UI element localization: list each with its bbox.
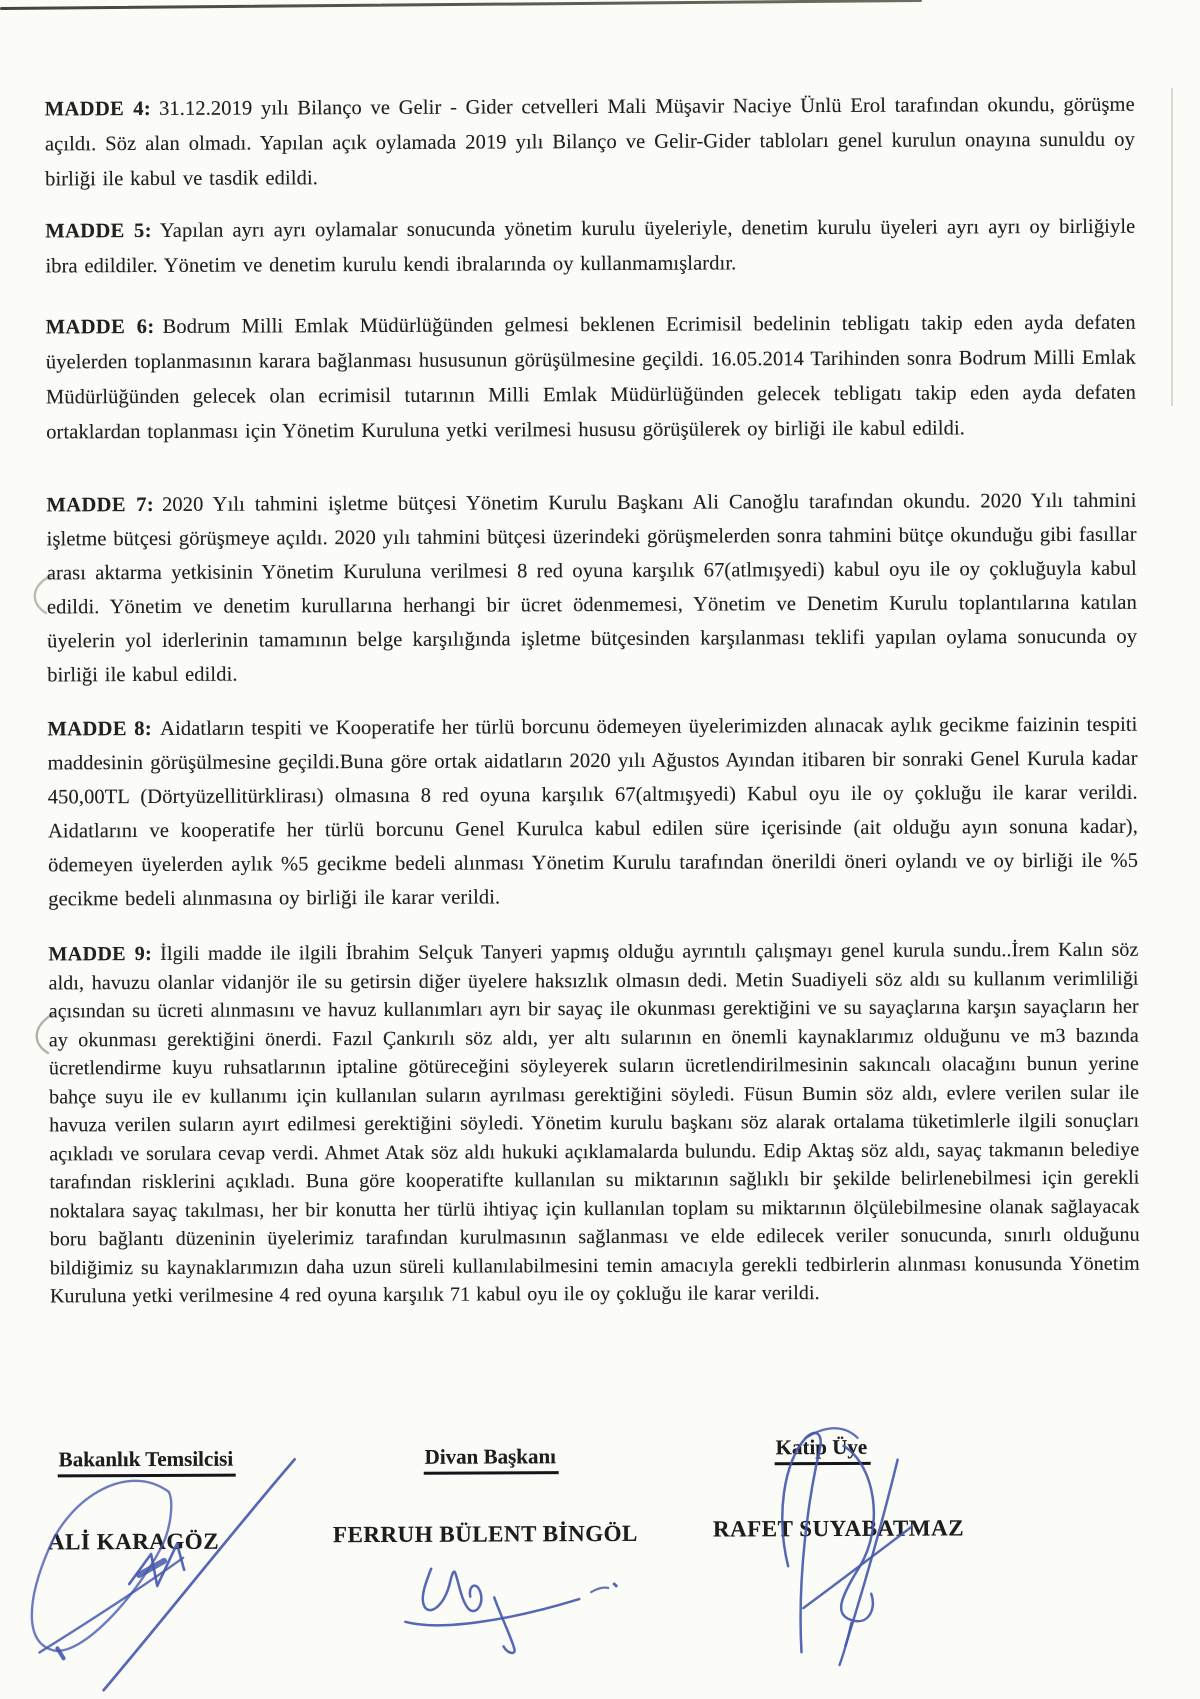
handwritten-signature-ali-karagoz-icon: [11, 1441, 312, 1698]
article-madde-8: [47, 708, 1138, 917]
article-madde-4: [45, 88, 1135, 198]
article-madde-6: [46, 306, 1137, 451]
article-madde-5: [45, 210, 1135, 285]
signature-name-ali-karagoz: ALİ KARAGÖZ: [47, 1528, 220, 1555]
article-madde-8-text: Aidatların tespiti ve Kooperatife her türlü borcunu ödemeyen üyelerimizden alınacak aylık gecikme faizinin tespiti maddesinin görüşülmesine geçildi.Buna göre ortak aidatların 2020 yılı Ağustos Ayından itibaren bir sonraki Genel Kurula kadar 450,00TL (Dörtyüzellitürklirası) olmasına 8 red oyuna karşılık 67(altmışyedi) Kabul oyu ile oy çokluğu ile karar verildi. Aidatlarını ve kooperatife her türlü borcunu Genel Kurulca kabul edilen süre içerisinde (ait olduğu ayın sonuna kadar), ödemeyen üyelerden aylık %5 gecikme bedeli alınması Yönetim Kurulu tarafından önerildi öneri oylandı ve oy birliği ile %5 gecikme bedeli alınmasına oy birliği ile karar verildi.: [47, 713, 1139, 911]
article-madde-7-label: MADDE 7:: [46, 493, 155, 517]
signature-title-divan-baskani: Divan Başkanı: [424, 1444, 559, 1475]
signature-title-bakanlik-temsilcisi: Bakanlık Temsilcisi: [58, 1447, 237, 1478]
article-madde-6-text: Bodrum Milli Emlak Müdürlüğünden gelmesi beklenen Ecrimisil bedelinin tebligatı takip eden ayda defaten üyelerden toplanmasının karara bağlanması hususunun görüşülmesine geçildi. 16.05.2014 Tarihinden sonra Bodrum Milli Emlak Müdürlüğünden gelecek olan ecrimisil tutarının Milli Emlak Müdürlüğünden gelecek tebligatı takip eden ayda defaten ortaklardan toplanması için Yönetim Kuruluna yetki verilmesi hususu görüşülerek oy birliği ile kabul edildi.: [45, 311, 1137, 444]
article-madde-7: [46, 484, 1137, 693]
article-madde-9-text: İlgili madde ile ilgili İbrahim Selçuk Tanyeri yapmış olduğu ayrıntılı çalışmayı genel kurula sundu..İrem Kalın söz aldı, havuzu olanlar vidanjör ile su getirsin diğer üyelere haksızlık olmasın dedi. Metin Suadiyeli söz aldı su kullanım verimliliği açısından su ücreti alınmasını ve havuz kullanımları ayrı bir sayaç ile okunması gerektiğini ve su sayaçlarına karşın sayaçların her ay okunması gerektiğini önerdi. Fazıl Çankırılı söz aldı, yer altı sularının en önemli kaynaklarımız olduğunu ve m3 bazında ücretlendirme kuyu ruhsatlarının iptaline götüreceğini söyleyerek suların ücretlendirilmesinin sakıncalı olacağını bunun yerine bahçe suyu ile ev kullanımı için kullanılan suların ayrılması gerektiğini söyledi. Füsun Bumin söz aldı, evlere verilen sular ile havuza verilen suların ayırt edilmesi gerektiğini söyledi. Yönetim kurulu başkanı söz alarak ortalama tüketimlerle ilgili sonuçları açıkladı ve sorulara cevap verdi. Ahmet Atak söz aldı hukuki açıklamalarda bulundu. Edip Aktaş söz aldı, sayaç takmanın belediye tarafından risklerini açıkladı. Buna göre kooperatifte kullanılan su miktarının sağlıklı bir şekilde belirlenebilmesi için gerekli noktalara sayaç takılması, her bir konutta her türlü ihtiyaç için kullanılan toplam su miktarının ölçülebilmesine olanak sağlayacak boru bağlantı düzeninin üyelerimiz tarafından kurulmasının sağlanması ve elde edilecek veriler sonucunda, sınırlı olduğunu bildiğimiz su kaynaklarımızın daha uzun süreli kullanılabilmesini temin amacıyla gerekli tedbirlerin alınması konusunda Yönetim Kuruluna yetki verilmesine 4 red oyuna karşılık 71 kabul oyu ile oy çokluğu ile karar verildi.: [48, 938, 1140, 1308]
article-madde-6-label: MADDE 6:: [45, 315, 155, 339]
article-madde-7-text: 2020 Yılı tahmini işletme bütçesi Yönetim Kurulu Başkanı Ali Canoğlu tarafından okundu. 2020 Yılı tahmini işletme bütçesi görüşmeye açıldı. 2020 yılı tahmini bütçesi üzerindeki görüşmelerden sonra tahmini bütçe okunduğu gibi fasıllar arası aktarma yetkisinin Yönetim Kuruluna verilmesi 8 red oyuna karşılık 67(atlmışyedi) kabul oyu ile oy çokluğuyla kabul edildi. Yönetim ve denetim kurullarına herhangi bir ücret ödenmemesi, Yönetim ve Denetim Kurulu toplantılarına katılan üyelerin yol iderlerinin tamamının belge karşılığında işletme bütçesinden karşılanması teklifi yapılan oylama sonucunda oy birliği ile kabul edildi.: [46, 489, 1138, 687]
article-madde-5-text: Yapılan ayrı ayrı oylamalar sonucunda yönetim kurulu üyeleriyle, denetim kurulu üyeleri ayrı ayrı oy birliğiyle ibra edildiler. Yönetim ve denetim kurulu kendi ibralarında oy kullanmamışlardır.: [45, 215, 1136, 278]
handwritten-signature-ferruh-bulent-bingol-icon: [393, 1555, 634, 1696]
handwritten-signature-rafet-suyabatmaz-icon: [748, 1424, 939, 1670]
article-madde-9: [48, 936, 1140, 1311]
article-madde-9-label: MADDE 9:: [48, 942, 153, 966]
article-madde-8-label: MADDE 8:: [47, 717, 153, 741]
signature-name-rafet-suyabatmaz: RAFET SUYABATMAZ: [712, 1515, 965, 1542]
article-madde-4-label: MADDE 4:: [44, 97, 152, 121]
signature-title-katip-uye: Katip Üye: [775, 1435, 871, 1465]
article-madde-5-label: MADDE 5:: [45, 219, 152, 243]
article-madde-4-text: 31.12.2019 yılı Bilanço ve Gelir - Gider cetvelleri Mali Müşavir Naciye Ünlü Erol tarafından okundu, görüşme açıldı. Söz alan olmadı. Yapılan açık oylamada 2019 yılı Bilanço ve Gelir-Gider tabloları genel kurulun onayına sunuldu oy birliği ile kabul ve tasdik edildi.: [44, 93, 1135, 191]
signature-name-ferruh-bulent-bingol: FERRUH BÜLENT BİNGÖL: [332, 1520, 638, 1548]
